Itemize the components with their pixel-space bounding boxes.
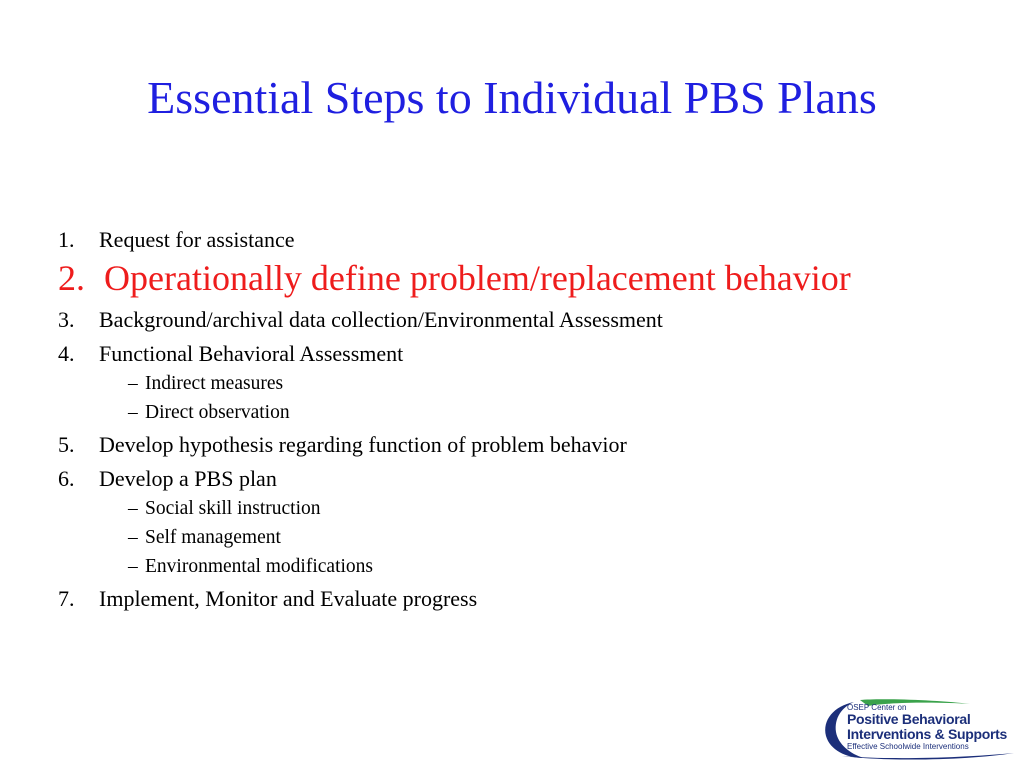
- step-number: 6.: [58, 466, 75, 491]
- dash-marker: –: [128, 498, 138, 519]
- step-item: [58, 584, 958, 614]
- logo-small-line: OSEP Center on: [847, 703, 907, 712]
- sub-list: [99, 370, 958, 426]
- step-item: [58, 225, 958, 255]
- steps-list: [58, 225, 958, 618]
- step-text: Develop a PBS plan: [99, 466, 277, 491]
- step-number: 2.: [58, 258, 85, 298]
- step-item: [58, 430, 958, 460]
- dash-marker: –: [128, 527, 138, 548]
- step-item: [58, 339, 958, 426]
- sub-item-text: Direct observation: [145, 402, 290, 423]
- sub-item-text: Indirect measures: [145, 373, 284, 394]
- sub-item-text: Self management: [145, 527, 281, 548]
- step-item-highlighted: [58, 257, 958, 299]
- dash-marker: –: [128, 373, 138, 394]
- sub-item: [99, 399, 958, 426]
- step-text: Background/archival data collection/Environmental Assessment: [99, 307, 663, 332]
- step-text: Operationally define problem/replacement behavior: [104, 258, 851, 298]
- step-number: 7.: [58, 586, 75, 611]
- sub-item-text: Social skill instruction: [145, 498, 321, 519]
- step-number: 5.: [58, 432, 75, 457]
- sub-item: [99, 524, 958, 551]
- logo-line-2: Interventions & Supports: [847, 726, 1008, 742]
- dash-marker: –: [128, 402, 138, 423]
- step-text: Functional Behavioral Assessment: [99, 341, 404, 366]
- dash-marker: –: [128, 556, 138, 577]
- step-text: Implement, Monitor and Evaluate progress: [99, 586, 478, 611]
- step-item: [58, 464, 958, 580]
- step-text: Request for assistance: [99, 227, 295, 252]
- step-text: Develop hypothesis regarding function of problem behavior: [99, 432, 627, 457]
- slide-title: Essential Steps to Individual PBS Plans: [147, 72, 877, 123]
- logo-tagline: Effective Schoolwide Interventions: [847, 742, 969, 751]
- sub-item: [99, 370, 958, 397]
- step-number: 4.: [58, 341, 75, 366]
- sub-item: [99, 495, 958, 522]
- step-number: 3.: [58, 307, 75, 332]
- step-item: [58, 305, 958, 335]
- pbis-logo: [820, 698, 1016, 760]
- logo-text: [847, 703, 1007, 751]
- sub-list: [99, 495, 958, 580]
- sub-item-text: Environmental modifications: [145, 556, 373, 577]
- step-number: 1.: [58, 227, 75, 252]
- logo-line-1: Positive Behavioral: [847, 711, 971, 727]
- sub-item: [99, 553, 958, 580]
